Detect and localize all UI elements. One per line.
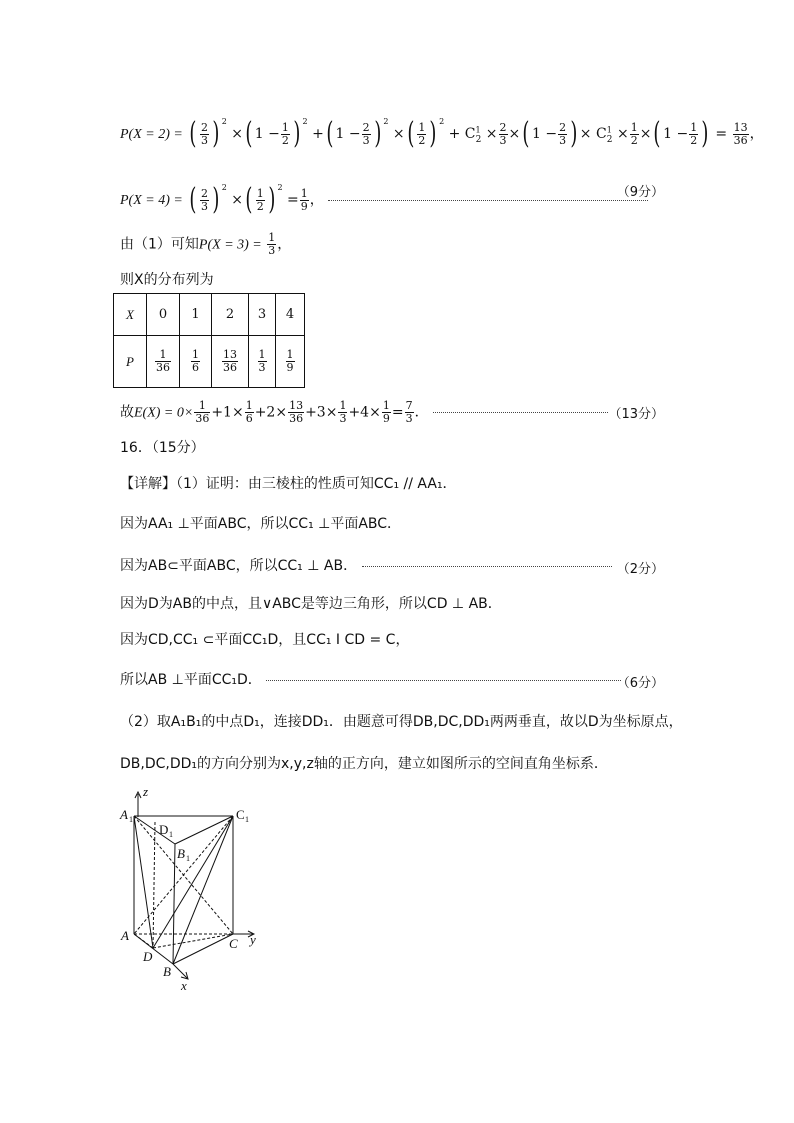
- expectation-pre: 故: [120, 404, 134, 421]
- x-axis: [173, 964, 187, 978]
- proof-line-3: [120, 556, 612, 576]
- distribution-table: [113, 293, 305, 388]
- label-d: D: [143, 949, 153, 964]
- label-y: y: [250, 932, 256, 947]
- p-value: $\frac{1}{3}$: [249, 336, 276, 388]
- prism-figure: [115, 782, 285, 992]
- label-c: C: [229, 936, 238, 951]
- label-b: B: [163, 964, 171, 979]
- label-c1-sub: 1: [245, 815, 249, 824]
- x-value: 1: [180, 294, 212, 336]
- p-value: $\frac{1}{36}$: [147, 336, 180, 388]
- p-value: $\frac{1}{9}$: [276, 336, 305, 388]
- question-16-header: 16．（15分）: [120, 440, 205, 456]
- known-frac: $\frac{1}{3}$: [268, 231, 276, 257]
- proof-line-6: [120, 670, 621, 690]
- proof-line-1: 【详解】（1）证明：由三棱柱的性质可知CC₁ // AA₁．: [120, 476, 457, 492]
- p-value: $\frac{13}{36}$: [212, 336, 249, 388]
- p-x4-lhs: P(X = 4) =: [120, 193, 183, 208]
- proof-line-2: 因为AA₁ ⊥平面ABC，所以CC₁ ⊥平面ABC．: [120, 516, 402, 532]
- x-value: 2: [212, 294, 249, 336]
- expectation-expr: E(X) = 0×: [134, 405, 194, 421]
- equation-p-x-4: P(X = 4) = ( $\frac{2}{3}$ ) $^2$ ×( $\frac{1}{2}$ ) $^2$ = $\frac{1}{9}$ ，: [120, 178, 648, 215]
- label-a: A: [121, 928, 129, 943]
- known-p-x-3: [120, 232, 291, 257]
- proof-line-7: （2）取A₁B₁的中点D₁，连接DD₁．由题意可得DB,DC,DD₁两两垂直，故以D为坐标原点，: [120, 714, 683, 730]
- label-d1: D: [159, 822, 169, 837]
- equation-p-x-2: P(X = 2) = ( $\frac{2}{3}$ ) $^2$ ×( 1 − $\frac{1}{2}$ ) $^2$ +( 1 − $\frac{2}{3}$ ) $^2$ ×( $\frac{1}{2}$ ) $^2 + C^1_2$ × $\frac{2}{3}$ ×( 1 − $\frac{2}{3}$ ) × $C^1_2$ × $\frac{1}{2}$ ×( 1 − $\frac{1}{2}$ ) = $\frac{13}{36}$ ，: [120, 116, 764, 151]
- label-c1: C: [236, 807, 245, 822]
- row-x-label: X: [114, 294, 147, 336]
- edge-b-c: [173, 934, 233, 964]
- proof-line-5: 因为CD,CC₁ ⊂平面CC₁D，且CC₁ I CD = C，: [120, 632, 410, 648]
- distribution-intro: 则X的分布列为: [120, 272, 214, 288]
- line-d-c: [153, 934, 233, 948]
- known-trailing: ，: [277, 236, 292, 253]
- expectation-line: 故E(X) = 0× $\frac{1}{36}$ +1× $\frac{1}{6}$ +2× $\frac{13}{36}$ +3× $\frac{1}{3}$ +4× $\frac{1}{9}$ = $\frac{7}{3}$ ．: [120, 400, 608, 425]
- score-13: （13分）: [608, 407, 664, 422]
- proof-line-8: DB,DC,DD₁的方向分别为x,y,z轴的正方向，建立如图所示的空间直角坐标系．: [120, 756, 608, 772]
- table-row: [114, 336, 305, 388]
- table-row: [114, 294, 305, 336]
- known-text: 由（1）可知: [120, 236, 199, 253]
- label-b1: B: [177, 846, 185, 861]
- line-c1-b: [173, 816, 233, 964]
- label-x: x: [181, 978, 187, 992]
- p-x4-result: $\frac{1}{9}$: [300, 186, 308, 213]
- label-z: z: [143, 784, 149, 799]
- label-a1-sub: 1: [129, 815, 133, 824]
- score-2: （2分）: [616, 562, 664, 577]
- score-9: （9分）: [616, 185, 664, 200]
- x-value: 0: [147, 294, 180, 336]
- label-d1-sub: 1: [169, 830, 173, 839]
- x-value: 3: [249, 294, 276, 336]
- known-expr: P(X = 3) =: [198, 237, 262, 253]
- score-6: （6分）: [616, 676, 664, 691]
- p-x2-eq: =: [715, 126, 728, 142]
- edge-b-b1: [173, 844, 175, 964]
- proof-line-4: 因为D为AB的中点，且∨ABC是等边三角形，所以CD ⊥ AB．: [120, 596, 502, 612]
- label-a1: A: [120, 807, 128, 822]
- expectation-result: $\frac{7}{3}$: [405, 399, 413, 425]
- proof-line-6-text: 所以AB ⊥平面CC₁D．: [120, 672, 262, 688]
- x-value: 4: [276, 294, 305, 336]
- p-value: $\frac{1}{6}$: [180, 336, 212, 388]
- p-x2-trailing: ，: [749, 126, 764, 142]
- p-x2-result: $\frac{13}{36}$: [733, 120, 748, 147]
- p-x4-trailing: ，: [309, 192, 324, 208]
- p-x2-lhs: P(X = 2) =: [120, 127, 183, 142]
- label-b1-sub: 1: [186, 854, 190, 863]
- proof-line-3-text: 因为AB⊂平面ABC，所以CC₁ ⊥ AB．: [120, 558, 358, 574]
- row-p-label: P: [114, 336, 147, 388]
